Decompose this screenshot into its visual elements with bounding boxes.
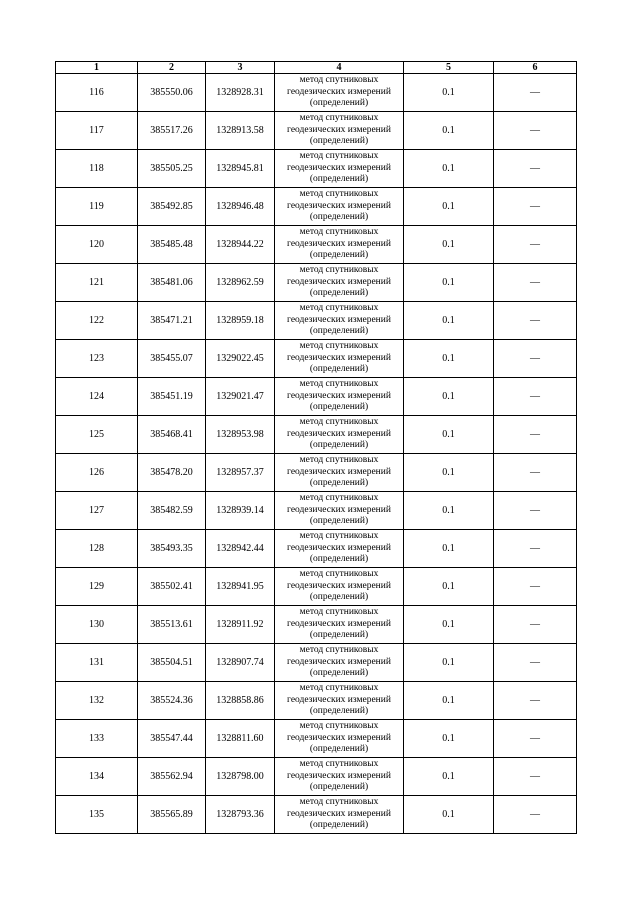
- cell-note: —: [494, 112, 577, 150]
- cell-accuracy: 0.1: [404, 264, 494, 302]
- cell-accuracy: 0.1: [404, 74, 494, 112]
- cell-method: метод спутниковых геодезических измерений (определений): [275, 492, 404, 530]
- cell-coordinate-x: 385547.44: [138, 720, 206, 758]
- cell-note: —: [494, 264, 577, 302]
- cell-accuracy: 0.1: [404, 340, 494, 378]
- table-row: [56, 112, 577, 150]
- cell-note: —: [494, 302, 577, 340]
- table-row: [56, 758, 577, 796]
- cell-accuracy: 0.1: [404, 720, 494, 758]
- cell-note: —: [494, 74, 577, 112]
- cell-note: —: [494, 378, 577, 416]
- table-row: [56, 454, 577, 492]
- cell-accuracy: 0.1: [404, 796, 494, 834]
- cell-method: метод спутниковых геодезических измерений (определений): [275, 720, 404, 758]
- cell-point-number: 135: [56, 796, 138, 834]
- cell-coordinate-y: 1328953.98: [206, 416, 275, 454]
- cell-note: —: [494, 416, 577, 454]
- table-row: [56, 682, 577, 720]
- cell-method: метод спутниковых геодезических измерений (определений): [275, 758, 404, 796]
- cell-note: —: [494, 188, 577, 226]
- cell-coordinate-y: 1328959.18: [206, 302, 275, 340]
- cell-method: метод спутниковых геодезических измерений (определений): [275, 264, 404, 302]
- cell-coordinate-x: 385485.48: [138, 226, 206, 264]
- cell-note: —: [494, 454, 577, 492]
- cell-note: —: [494, 340, 577, 378]
- cell-point-number: 119: [56, 188, 138, 226]
- cell-coordinate-y: 1328811.60: [206, 720, 275, 758]
- table-row: [56, 74, 577, 112]
- cell-note: —: [494, 568, 577, 606]
- cell-point-number: 129: [56, 568, 138, 606]
- cell-accuracy: 0.1: [404, 416, 494, 454]
- cell-coordinate-y: 1328793.36: [206, 796, 275, 834]
- table-row: [56, 720, 577, 758]
- table-row: [56, 644, 577, 682]
- cell-note: —: [494, 150, 577, 188]
- cell-coordinate-y: 1328944.22: [206, 226, 275, 264]
- cell-method: метод спутниковых геодезических измерений (определений): [275, 682, 404, 720]
- cell-note: —: [494, 796, 577, 834]
- cell-coordinate-y: 1328942.44: [206, 530, 275, 568]
- cell-point-number: 117: [56, 112, 138, 150]
- cell-note: —: [494, 530, 577, 568]
- cell-coordinate-x: 385482.59: [138, 492, 206, 530]
- cell-coordinate-y: 1328946.48: [206, 188, 275, 226]
- cell-method: метод спутниковых геодезических измерений (определений): [275, 150, 404, 188]
- cell-point-number: 132: [56, 682, 138, 720]
- cell-note: —: [494, 682, 577, 720]
- cell-point-number: 124: [56, 378, 138, 416]
- cell-point-number: 125: [56, 416, 138, 454]
- table-body: [56, 74, 577, 834]
- table-row: [56, 378, 577, 416]
- cell-method: метод спутниковых геодезических измерений (определений): [275, 188, 404, 226]
- table-row: [56, 264, 577, 302]
- cell-accuracy: 0.1: [404, 150, 494, 188]
- cell-coordinate-y: 1328911.92: [206, 606, 275, 644]
- cell-point-number: 128: [56, 530, 138, 568]
- column-header: 5: [404, 62, 494, 74]
- cell-point-number: 126: [56, 454, 138, 492]
- table-row: [56, 796, 577, 834]
- cell-accuracy: 0.1: [404, 188, 494, 226]
- cell-point-number: 121: [56, 264, 138, 302]
- cell-coordinate-x: 385517.26: [138, 112, 206, 150]
- cell-accuracy: 0.1: [404, 226, 494, 264]
- cell-method: метод спутниковых геодезических измерений (определений): [275, 340, 404, 378]
- cell-note: —: [494, 492, 577, 530]
- table-row: [56, 188, 577, 226]
- cell-method: метод спутниковых геодезических измерений (определений): [275, 416, 404, 454]
- cell-coordinate-x: 385513.61: [138, 606, 206, 644]
- cell-coordinate-x: 385524.36: [138, 682, 206, 720]
- cell-note: —: [494, 606, 577, 644]
- table-row: [56, 226, 577, 264]
- cell-accuracy: 0.1: [404, 302, 494, 340]
- table-row: [56, 530, 577, 568]
- cell-coordinate-y: 1328858.86: [206, 682, 275, 720]
- cell-method: метод спутниковых геодезических измерений (определений): [275, 796, 404, 834]
- cell-coordinate-x: 385478.20: [138, 454, 206, 492]
- table-row: [56, 606, 577, 644]
- cell-accuracy: 0.1: [404, 758, 494, 796]
- cell-point-number: 130: [56, 606, 138, 644]
- table-row: [56, 302, 577, 340]
- cell-coordinate-y: 1328945.81: [206, 150, 275, 188]
- cell-method: метод спутниковых геодезических измерений (определений): [275, 530, 404, 568]
- column-header: 3: [206, 62, 275, 74]
- cell-point-number: 127: [56, 492, 138, 530]
- header-row: [56, 62, 577, 74]
- cell-method: метод спутниковых геодезических измерений (определений): [275, 112, 404, 150]
- cell-accuracy: 0.1: [404, 530, 494, 568]
- cell-method: метод спутниковых геодезических измерений (определений): [275, 74, 404, 112]
- cell-method: метод спутниковых геодезических измерений (определений): [275, 568, 404, 606]
- table-row: [56, 416, 577, 454]
- cell-note: —: [494, 226, 577, 264]
- cell-point-number: 134: [56, 758, 138, 796]
- cell-point-number: 116: [56, 74, 138, 112]
- table-header: [56, 62, 577, 74]
- table-row: [56, 150, 577, 188]
- cell-coordinate-x: 385492.85: [138, 188, 206, 226]
- cell-coordinate-x: 385502.41: [138, 568, 206, 606]
- cell-method: метод спутниковых геодезических измерений (определений): [275, 378, 404, 416]
- cell-coordinate-y: 1328962.59: [206, 264, 275, 302]
- cell-coordinate-y: 1328939.14: [206, 492, 275, 530]
- coordinates-table: [55, 61, 577, 834]
- column-header: 4: [275, 62, 404, 74]
- cell-accuracy: 0.1: [404, 112, 494, 150]
- cell-coordinate-x: 385504.51: [138, 644, 206, 682]
- cell-method: метод спутниковых геодезических измерений (определений): [275, 454, 404, 492]
- cell-point-number: 123: [56, 340, 138, 378]
- cell-method: метод спутниковых геодезических измерений (определений): [275, 302, 404, 340]
- cell-point-number: 133: [56, 720, 138, 758]
- table-row: [56, 492, 577, 530]
- cell-coordinate-x: 385550.06: [138, 74, 206, 112]
- cell-coordinate-x: 385565.89: [138, 796, 206, 834]
- cell-coordinate-x: 385493.35: [138, 530, 206, 568]
- column-header: 6: [494, 62, 577, 74]
- cell-note: —: [494, 644, 577, 682]
- cell-accuracy: 0.1: [404, 378, 494, 416]
- cell-method: метод спутниковых геодезических измерений (определений): [275, 644, 404, 682]
- column-header: 2: [138, 62, 206, 74]
- cell-point-number: 122: [56, 302, 138, 340]
- cell-coordinate-y: 1329021.47: [206, 378, 275, 416]
- cell-point-number: 131: [56, 644, 138, 682]
- cell-coordinate-x: 385481.06: [138, 264, 206, 302]
- cell-accuracy: 0.1: [404, 568, 494, 606]
- cell-accuracy: 0.1: [404, 492, 494, 530]
- cell-method: метод спутниковых геодезических измерений (определений): [275, 606, 404, 644]
- cell-coordinate-x: 385471.21: [138, 302, 206, 340]
- cell-coordinate-x: 385562.94: [138, 758, 206, 796]
- cell-coordinate-y: 1328928.31: [206, 74, 275, 112]
- cell-point-number: 118: [56, 150, 138, 188]
- cell-coordinate-y: 1328957.37: [206, 454, 275, 492]
- cell-coordinate-y: 1328913.58: [206, 112, 275, 150]
- table-row: [56, 568, 577, 606]
- cell-accuracy: 0.1: [404, 606, 494, 644]
- cell-coordinate-y: 1328907.74: [206, 644, 275, 682]
- cell-coordinate-y: 1328798.00: [206, 758, 275, 796]
- cell-note: —: [494, 758, 577, 796]
- cell-coordinate-x: 385455.07: [138, 340, 206, 378]
- cell-coordinate-y: 1328941.95: [206, 568, 275, 606]
- cell-accuracy: 0.1: [404, 454, 494, 492]
- cell-method: метод спутниковых геодезических измерений (определений): [275, 226, 404, 264]
- cell-coordinate-y: 1329022.45: [206, 340, 275, 378]
- cell-coordinate-x: 385451.19: [138, 378, 206, 416]
- cell-coordinate-x: 385505.25: [138, 150, 206, 188]
- cell-coordinate-x: 385468.41: [138, 416, 206, 454]
- cell-note: —: [494, 720, 577, 758]
- cell-accuracy: 0.1: [404, 644, 494, 682]
- cell-point-number: 120: [56, 226, 138, 264]
- cell-accuracy: 0.1: [404, 682, 494, 720]
- column-header: 1: [56, 62, 138, 74]
- table-row: [56, 340, 577, 378]
